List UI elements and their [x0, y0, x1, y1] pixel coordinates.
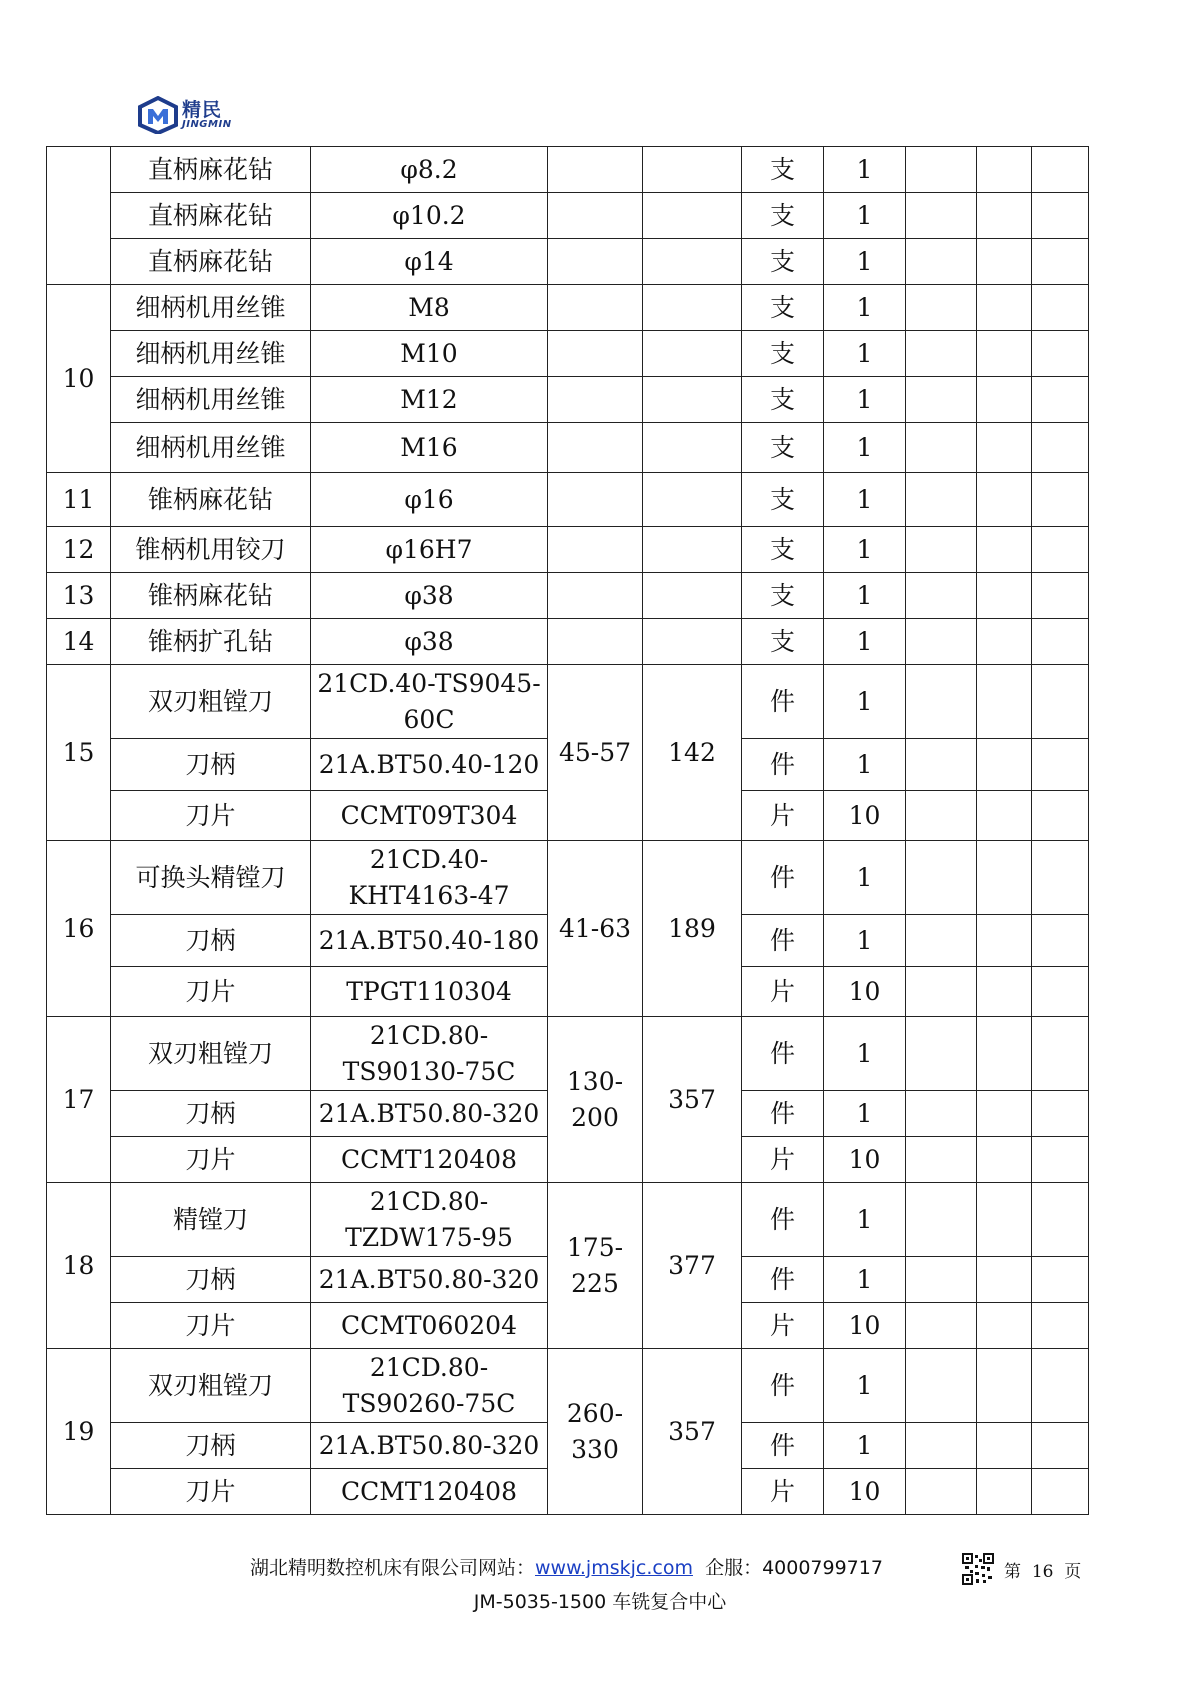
empty-cell — [977, 423, 1032, 473]
unit-cell: 支 — [742, 285, 824, 331]
empty-cell — [1032, 1183, 1089, 1257]
tool-spec-cell: φ14 — [311, 239, 548, 285]
unit-cell: 支 — [742, 239, 824, 285]
empty-cell — [1032, 1303, 1089, 1349]
unit-cell: 件 — [742, 841, 824, 915]
tool-name-cell: 刀柄 — [111, 1423, 311, 1469]
empty-cell — [1032, 573, 1089, 619]
empty-cell — [1032, 193, 1089, 239]
unit-cell: 件 — [742, 1017, 824, 1091]
quantity-cell: 10 — [824, 1469, 906, 1515]
unit-cell: 件 — [742, 915, 824, 967]
page-prefix: 第 — [1004, 1562, 1021, 1582]
empty-cell — [906, 1303, 977, 1349]
tool-name-cell: 刀柄 — [111, 1091, 311, 1137]
empty-cell — [548, 147, 643, 193]
table-row — [47, 423, 1089, 473]
unit-cell: 件 — [742, 1349, 824, 1423]
tool-name-cell: 双刃粗镗刀 — [111, 665, 311, 739]
empty-cell — [1032, 1137, 1089, 1183]
empty-cell — [1032, 377, 1089, 423]
empty-cell — [643, 573, 742, 619]
item-number-cell: 15 — [47, 665, 111, 841]
tool-length-cell: 377 — [643, 1183, 742, 1349]
empty-cell — [1032, 1423, 1089, 1469]
empty-cell — [977, 1469, 1032, 1515]
empty-cell — [1032, 331, 1089, 377]
empty-cell — [1032, 967, 1089, 1017]
empty-cell — [1032, 1017, 1089, 1091]
tool-spec-cell: 21A.BT50.40-180 — [311, 915, 548, 967]
empty-cell — [548, 193, 643, 239]
table-row — [47, 1017, 1089, 1091]
quantity-cell: 1 — [824, 285, 906, 331]
empty-cell — [1032, 285, 1089, 331]
table-row — [47, 473, 1089, 527]
unit-cell: 片 — [742, 791, 824, 841]
empty-cell — [906, 1137, 977, 1183]
page-number-value: 16 — [1031, 1562, 1054, 1582]
logo-english-name: JINGMIN — [182, 118, 232, 130]
unit-cell: 支 — [742, 527, 824, 573]
footer-document-title: JM-5035-1500 车铣复合中心 — [473, 1591, 727, 1613]
footer-service-phone: 企服：4000799717 — [705, 1557, 883, 1579]
tool-length-cell: 357 — [643, 1349, 742, 1515]
empty-cell — [548, 473, 643, 527]
tool-length-cell: 142 — [643, 665, 742, 841]
footer-website-link[interactable]: www.jmskjc.com — [535, 1557, 693, 1579]
empty-cell — [1032, 423, 1089, 473]
page-suffix: 页 — [1064, 1562, 1082, 1582]
item-number-cell: 14 — [47, 619, 111, 665]
quantity-cell: 1 — [824, 193, 906, 239]
table-row — [47, 331, 1089, 377]
empty-cell — [906, 1017, 977, 1091]
empty-cell — [977, 1303, 1032, 1349]
unit-cell: 支 — [742, 377, 824, 423]
empty-cell — [906, 1423, 977, 1469]
tool-length-cell: 357 — [643, 1017, 742, 1183]
empty-cell — [1032, 739, 1089, 791]
tool-name-cell: 锥柄麻花钻 — [111, 473, 311, 527]
table-row — [47, 377, 1089, 423]
empty-cell — [906, 193, 977, 239]
empty-cell — [906, 1091, 977, 1137]
tool-spec-cell: φ8.2 — [311, 147, 548, 193]
bore-range-cell: 45-57 — [548, 665, 643, 841]
empty-cell — [643, 527, 742, 573]
table-row — [47, 619, 1089, 665]
tool-name-cell: 细柄机用丝锥 — [111, 285, 311, 331]
tool-name-cell: 直柄麻花钻 — [111, 193, 311, 239]
unit-cell: 件 — [742, 665, 824, 739]
quantity-cell: 1 — [824, 739, 906, 791]
item-number-cell: 18 — [47, 1183, 111, 1349]
empty-cell — [906, 377, 977, 423]
tool-name-cell: 刀片 — [111, 967, 311, 1017]
empty-cell — [1032, 791, 1089, 841]
empty-cell — [906, 285, 977, 331]
tool-name-cell: 刀片 — [111, 791, 311, 841]
empty-cell — [977, 665, 1032, 739]
tool-spec-cell: CCMT120408 — [311, 1137, 548, 1183]
empty-cell — [977, 239, 1032, 285]
empty-cell — [548, 331, 643, 377]
quantity-cell: 1 — [824, 1423, 906, 1469]
empty-cell — [977, 147, 1032, 193]
unit-cell: 片 — [742, 1469, 824, 1515]
quantity-cell: 1 — [824, 1257, 906, 1303]
table-row — [47, 193, 1089, 239]
quantity-cell: 10 — [824, 791, 906, 841]
empty-cell — [643, 619, 742, 665]
empty-cell — [906, 1257, 977, 1303]
empty-cell — [548, 573, 643, 619]
empty-cell — [906, 915, 977, 967]
unit-cell: 件 — [742, 1423, 824, 1469]
quantity-cell: 1 — [824, 1183, 906, 1257]
quantity-cell: 1 — [824, 377, 906, 423]
empty-cell — [1032, 527, 1089, 573]
tool-name-cell: 细柄机用丝锥 — [111, 423, 311, 473]
tool-list-table — [46, 146, 1089, 1515]
bore-range-cell: 260-330 — [548, 1349, 643, 1515]
quantity-cell: 1 — [824, 473, 906, 527]
tool-name-cell: 刀柄 — [111, 1257, 311, 1303]
item-number-cell — [47, 147, 111, 285]
empty-cell — [548, 285, 643, 331]
tool-name-cell: 刀柄 — [111, 915, 311, 967]
table-row — [47, 147, 1089, 193]
empty-cell — [548, 377, 643, 423]
empty-cell — [977, 193, 1032, 239]
tool-name-cell: 锥柄麻花钻 — [111, 573, 311, 619]
footer-contact-line — [250, 1553, 883, 1580]
table-row — [47, 527, 1089, 573]
empty-cell — [977, 619, 1032, 665]
tool-name-cell: 直柄麻花钻 — [111, 239, 311, 285]
unit-cell: 支 — [742, 473, 824, 527]
empty-cell — [977, 1091, 1032, 1137]
empty-cell — [906, 1183, 977, 1257]
empty-cell — [1032, 665, 1089, 739]
unit-cell: 件 — [742, 1257, 824, 1303]
logo-chinese-name: 精民 — [182, 98, 223, 121]
table-row — [47, 841, 1089, 915]
tool-spec-cell: 21CD.80-TS90260-75C — [311, 1349, 548, 1423]
empty-cell — [1032, 1091, 1089, 1137]
item-number-cell: 17 — [47, 1017, 111, 1183]
empty-cell — [1032, 619, 1089, 665]
empty-cell — [906, 239, 977, 285]
empty-cell — [643, 147, 742, 193]
empty-cell — [977, 967, 1032, 1017]
empty-cell — [1032, 473, 1089, 527]
empty-cell — [906, 573, 977, 619]
table-row — [47, 665, 1089, 739]
tool-spec-cell: φ38 — [311, 573, 548, 619]
empty-cell — [1032, 1349, 1089, 1423]
empty-cell — [977, 841, 1032, 915]
unit-cell: 片 — [742, 967, 824, 1017]
empty-cell — [977, 1349, 1032, 1423]
tool-name-cell: 刀片 — [111, 1137, 311, 1183]
bore-range-cell: 41-63 — [548, 841, 643, 1017]
empty-cell — [1032, 147, 1089, 193]
empty-cell — [906, 619, 977, 665]
tool-name-cell: 刀片 — [111, 1303, 311, 1349]
unit-cell: 片 — [742, 1303, 824, 1349]
empty-cell — [977, 1137, 1032, 1183]
empty-cell — [977, 1183, 1032, 1257]
quantity-cell: 1 — [824, 1091, 906, 1137]
empty-cell — [906, 967, 977, 1017]
quantity-cell: 1 — [824, 915, 906, 967]
page-number — [1004, 1557, 1081, 1582]
tool-name-cell: 双刃粗镗刀 — [111, 1017, 311, 1091]
unit-cell: 支 — [742, 147, 824, 193]
unit-cell: 支 — [742, 573, 824, 619]
tool-name-cell: 锥柄机用铰刀 — [111, 527, 311, 573]
unit-cell: 支 — [742, 423, 824, 473]
empty-cell — [906, 527, 977, 573]
tool-spec-cell: M8 — [311, 285, 548, 331]
empty-cell — [548, 423, 643, 473]
tool-name-cell: 刀片 — [111, 1469, 311, 1515]
table-row — [47, 285, 1089, 331]
tool-spec-cell: 21CD.80-TS90130-75C — [311, 1017, 548, 1091]
tool-spec-cell: φ16 — [311, 473, 548, 527]
quantity-cell: 1 — [824, 527, 906, 573]
empty-cell — [977, 1423, 1032, 1469]
empty-cell — [906, 739, 977, 791]
item-number-cell: 11 — [47, 473, 111, 527]
empty-cell — [643, 239, 742, 285]
empty-cell — [1032, 239, 1089, 285]
empty-cell — [643, 377, 742, 423]
empty-cell — [1032, 915, 1089, 967]
tool-spec-cell: 21A.BT50.80-320 — [311, 1257, 548, 1303]
tool-name-cell: 细柄机用丝锥 — [111, 331, 311, 377]
company-logo — [136, 96, 232, 134]
table-row — [47, 573, 1089, 619]
empty-cell — [977, 573, 1032, 619]
tool-spec-cell: 21CD.40-KHT4163-47 — [311, 841, 548, 915]
quantity-cell: 1 — [824, 331, 906, 377]
tool-spec-cell: φ16H7 — [311, 527, 548, 573]
tool-name-cell: 精镗刀 — [111, 1183, 311, 1257]
empty-cell — [977, 527, 1032, 573]
empty-cell — [906, 1349, 977, 1423]
quantity-cell: 1 — [824, 573, 906, 619]
tool-spec-cell: 21CD.80-TZDW175-95 — [311, 1183, 548, 1257]
tool-spec-cell: φ10.2 — [311, 193, 548, 239]
tool-spec-cell: 21CD.40-TS9045-60C — [311, 665, 548, 739]
empty-cell — [977, 331, 1032, 377]
footer-company: 湖北精明数控机床有限公司网站： — [250, 1557, 536, 1579]
empty-cell — [906, 841, 977, 915]
table-row — [47, 239, 1089, 285]
empty-cell — [906, 423, 977, 473]
quantity-cell: 1 — [824, 423, 906, 473]
empty-cell — [1032, 1469, 1089, 1515]
jingmin-logo-icon — [136, 96, 180, 134]
unit-cell: 支 — [742, 193, 824, 239]
quantity-cell: 1 — [824, 1349, 906, 1423]
qr-code-icon — [962, 1553, 994, 1585]
table-row — [47, 1349, 1089, 1423]
quantity-cell: 1 — [824, 841, 906, 915]
quantity-cell: 1 — [824, 619, 906, 665]
empty-cell — [977, 285, 1032, 331]
tool-spec-cell: φ38 — [311, 619, 548, 665]
tool-spec-cell: 21A.BT50.40-120 — [311, 739, 548, 791]
item-number-cell: 10 — [47, 285, 111, 473]
tool-length-cell: 189 — [643, 841, 742, 1017]
item-number-cell: 12 — [47, 527, 111, 573]
tool-spec-cell: TPGT110304 — [311, 967, 548, 1017]
quantity-cell: 10 — [824, 1137, 906, 1183]
unit-cell: 件 — [742, 1183, 824, 1257]
empty-cell — [643, 473, 742, 527]
empty-cell — [1032, 841, 1089, 915]
unit-cell: 件 — [742, 739, 824, 791]
empty-cell — [906, 791, 977, 841]
unit-cell: 片 — [742, 1137, 824, 1183]
tool-spec-cell: 21A.BT50.80-320 — [311, 1091, 548, 1137]
tool-name-cell: 可换头精镗刀 — [111, 841, 311, 915]
empty-cell — [906, 147, 977, 193]
empty-cell — [906, 665, 977, 739]
tool-spec-cell: 21A.BT50.80-320 — [311, 1423, 548, 1469]
tool-name-cell: 刀柄 — [111, 739, 311, 791]
bore-range-cell: 130-200 — [548, 1017, 643, 1183]
table-row — [47, 1183, 1089, 1257]
tool-spec-cell: M16 — [311, 423, 548, 473]
empty-cell — [977, 1017, 1032, 1091]
empty-cell — [977, 473, 1032, 527]
tool-spec-cell: CCMT060204 — [311, 1303, 548, 1349]
tool-name-cell: 直柄麻花钻 — [111, 147, 311, 193]
quantity-cell: 1 — [824, 1017, 906, 1091]
tool-spec-cell: M12 — [311, 377, 548, 423]
empty-cell — [548, 527, 643, 573]
empty-cell — [977, 1257, 1032, 1303]
empty-cell — [977, 377, 1032, 423]
tool-name-cell: 细柄机用丝锥 — [111, 377, 311, 423]
bore-range-cell: 175-225 — [548, 1183, 643, 1349]
unit-cell: 支 — [742, 619, 824, 665]
empty-cell — [906, 473, 977, 527]
quantity-cell: 10 — [824, 1303, 906, 1349]
empty-cell — [548, 619, 643, 665]
tool-name-cell: 锥柄扩孔钻 — [111, 619, 311, 665]
tool-spec-cell: M10 — [311, 331, 548, 377]
quantity-cell: 1 — [824, 147, 906, 193]
empty-cell — [643, 331, 742, 377]
empty-cell — [643, 193, 742, 239]
unit-cell: 件 — [742, 1091, 824, 1137]
tool-name-cell: 双刃粗镗刀 — [111, 1349, 311, 1423]
item-number-cell: 13 — [47, 573, 111, 619]
empty-cell — [548, 239, 643, 285]
item-number-cell: 19 — [47, 1349, 111, 1515]
empty-cell — [906, 1469, 977, 1515]
unit-cell: 支 — [742, 331, 824, 377]
item-number-cell: 16 — [47, 841, 111, 1017]
empty-cell — [643, 423, 742, 473]
tool-spec-cell: CCMT09T304 — [311, 791, 548, 841]
empty-cell — [977, 739, 1032, 791]
empty-cell — [1032, 1257, 1089, 1303]
tool-spec-cell: CCMT120408 — [311, 1469, 548, 1515]
quantity-cell: 1 — [824, 239, 906, 285]
empty-cell — [977, 791, 1032, 841]
quantity-cell: 10 — [824, 967, 906, 1017]
empty-cell — [643, 285, 742, 331]
empty-cell — [977, 915, 1032, 967]
quantity-cell: 1 — [824, 665, 906, 739]
empty-cell — [906, 331, 977, 377]
